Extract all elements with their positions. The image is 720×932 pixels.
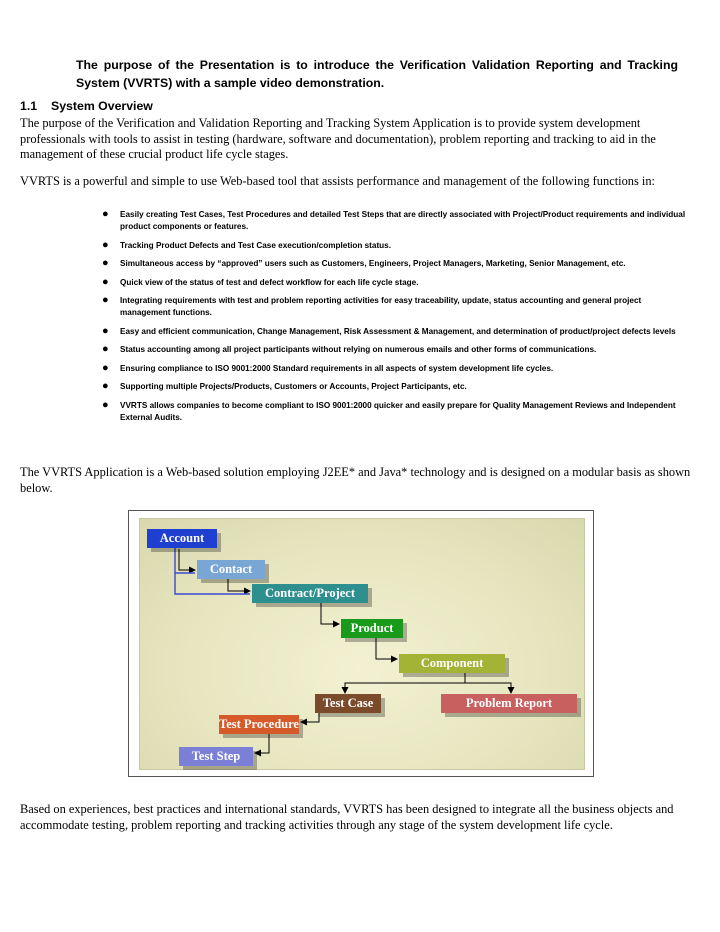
bullet-text: Status accounting among all project participants without relying on numerous emails and other forms of communications.	[120, 345, 597, 354]
connector-component-branch	[345, 672, 465, 693]
bullet-item	[98, 400, 688, 424]
bullet-dot-icon: ●	[102, 238, 109, 251]
bullet-text: Easy and efficient communication, Change Management, Risk Assessment & Management, and determination of product/project defects levels	[120, 326, 676, 336]
function-bullet-list	[98, 209, 688, 430]
bullet-item	[98, 277, 688, 289]
node-contract-project: Contract/Project	[252, 584, 368, 603]
connector-component-problem-report	[465, 683, 511, 693]
bullet-item	[98, 258, 688, 270]
bullet-text: Easily creating Test Cases, Test Procedures and detailed Test Steps that are directly associated with Project/Product requirements and individual product components or features.	[120, 210, 686, 231]
paragraph-architecture: The VVRTS Application is a Web-based solution employing J2EE* and Java* technology and is designed on a modular basis as shown below.	[20, 465, 691, 495]
bullet-text: Simultaneous access by “approved” users such as Customers, Engineers, Project Managers, Marketing, Senior Management, etc.	[120, 259, 626, 268]
bullet-text: Integrating requirements with test and problem reporting activities for easy traceability, update, status accounting and general project management functions.	[120, 296, 642, 317]
diagram-connectors	[129, 511, 593, 776]
node-test-case: Test Case	[315, 694, 381, 713]
node-contact: Contact	[197, 560, 265, 579]
node-product: Product	[341, 619, 403, 638]
bullet-item	[98, 240, 688, 252]
intro-text: The purpose of the Presentation is to introduce the Verification Validation Reporting and Tracking System (VVRTS) with a sample video demonstration.	[76, 58, 678, 90]
bullet-text: Quick view of the status of test and defect workflow for each life cycle stage.	[120, 277, 419, 287]
bullet-dot-icon: ●	[102, 257, 109, 269]
section-title: System Overview	[51, 99, 153, 113]
connector-contact-contract	[228, 577, 250, 591]
node-account: Account	[147, 529, 217, 548]
bullet-dot-icon: ●	[102, 324, 109, 337]
bullet-dot-icon: ●	[102, 380, 109, 392]
connector-product-component	[376, 637, 397, 659]
bullet-item	[98, 326, 688, 338]
section-heading	[20, 99, 153, 113]
bullet-text: Tracking Product Defects and Test Case execution/completion status.	[120, 240, 392, 250]
bullet-dot-icon: ●	[102, 361, 109, 374]
node-problem-report: Problem Report	[441, 694, 577, 713]
bullet-dot-icon: ●	[102, 398, 109, 411]
bullet-dot-icon: ●	[102, 343, 109, 355]
bullet-text: Ensuring compliance to ISO 9001:2000 Standard requirements in all aspects of system development life cycles.	[120, 363, 554, 373]
bullet-item	[98, 209, 688, 233]
module-diagram	[128, 510, 594, 777]
node-test-step: Test Step	[179, 747, 253, 766]
bullet-text: Supporting multiple Projects/Products, Customers or Accounts, Project Participants, etc.	[120, 382, 467, 391]
paragraph-conclusion: Based on experiences, best practices and international standards, VVRTS has been designed to integrate all the business objects and accommodate testing, problem reporting and tracking activities through any stage of the system development life cycle.	[20, 802, 674, 832]
section-number: 1.1	[20, 99, 38, 113]
bullet-dot-icon: ●	[102, 208, 109, 220]
bullet-text: VVRTS allows companies to become compliant to ISO 9001:2000 quicker and easily prepare for Quality Management Reviews and Independent External Audits.	[120, 400, 676, 422]
connector-contract-product	[321, 603, 339, 624]
paragraph-purpose: The purpose of the Verification and Validation Reporting and Tracking System Application is to provide system development professionals with tools to assist in testing (hardware, software and documentation), problem reporting and tracking to aid in the management of these crucial product life cycle stages.	[20, 116, 656, 161]
connector-account-contact	[179, 549, 195, 570]
bullet-item	[98, 363, 688, 375]
bullet-dot-icon: ●	[102, 275, 109, 288]
node-component: Component	[399, 654, 505, 673]
bullet-item	[98, 381, 688, 393]
bullet-item	[98, 295, 688, 319]
paragraph-functions-intro: VVRTS is a powerful and simple to use Web-based tool that assists performance and management of the following functions in:	[20, 174, 655, 188]
node-test-procedure: Test Procedure	[219, 715, 299, 734]
bullet-item	[98, 344, 688, 356]
bullet-dot-icon: ●	[102, 294, 109, 306]
